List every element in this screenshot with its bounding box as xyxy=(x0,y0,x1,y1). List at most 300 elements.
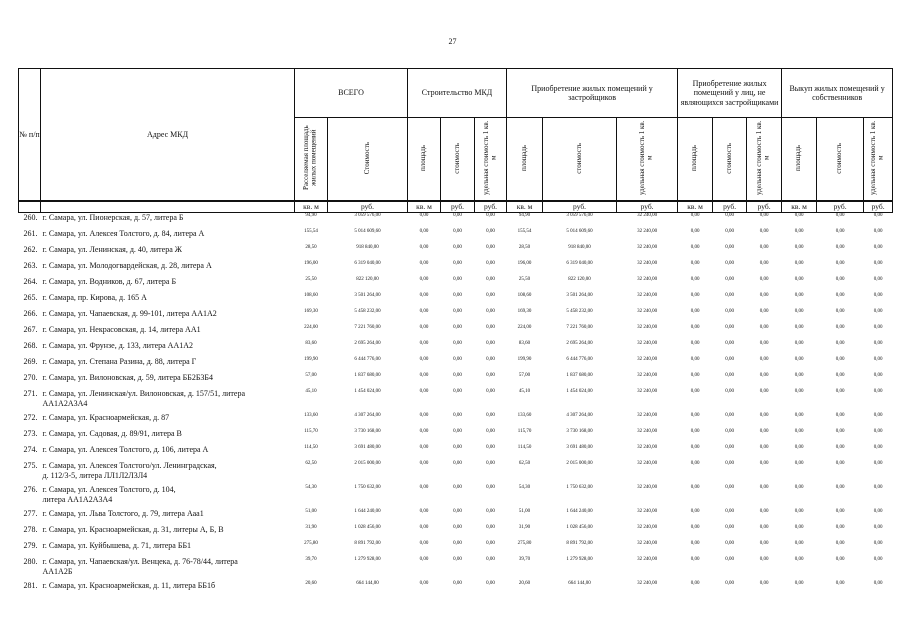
value-cell: 0,00 xyxy=(690,389,700,395)
value-cell: 5 014 609,60 xyxy=(566,229,593,235)
value-cell: 0,00 xyxy=(759,245,769,251)
row-address xyxy=(41,293,295,309)
value-cell: 0,00 xyxy=(725,293,734,299)
value-cell: 0,00 xyxy=(794,389,804,395)
value-cell: 224,00 xyxy=(517,325,532,331)
value-cell: 5 014 609,60 xyxy=(354,229,381,235)
value-cell: 32 240,00 xyxy=(637,357,658,363)
value-cell: 0,00 xyxy=(725,309,734,315)
unit-cell: руб. xyxy=(475,201,507,213)
value-cell: 0,00 xyxy=(690,213,700,219)
value-cell: 0,00 xyxy=(794,309,804,315)
row-number: 271. xyxy=(23,389,38,399)
table-row xyxy=(19,461,893,485)
value-cell: 39,70 xyxy=(305,557,317,563)
value-cell: 32 240,00 xyxy=(637,461,658,467)
value-cell: 196,00 xyxy=(304,261,318,267)
table-row xyxy=(19,213,893,230)
value-cell: 0,00 xyxy=(690,261,700,267)
value-cell: 822 120,00 xyxy=(568,277,591,283)
value-cell: 0,00 xyxy=(725,445,734,451)
value-cell: 0,00 xyxy=(486,413,495,419)
value-cell: 1 279 928,00 xyxy=(354,557,381,563)
value-cell: 0,00 xyxy=(835,461,845,467)
value-cell: 0,00 xyxy=(759,373,769,379)
table-row xyxy=(19,541,893,557)
value-cell: 3 059 576,00 xyxy=(566,213,593,219)
row-number: 278. xyxy=(23,525,38,535)
value-cell: 155,54 xyxy=(517,229,532,235)
value-cell: 0,00 xyxy=(690,525,700,531)
value-cell: 0,00 xyxy=(794,357,804,363)
value-cell: 0,00 xyxy=(835,557,845,563)
unit-cell: руб. xyxy=(617,201,678,213)
value-cell: 0,00 xyxy=(873,485,883,491)
value-cell: 0,00 xyxy=(759,213,769,219)
value-cell: 0,00 xyxy=(419,213,429,219)
value-cell: 0,00 xyxy=(794,293,804,299)
value-cell: 0,00 xyxy=(794,445,804,451)
value-cell: 0,00 xyxy=(690,581,700,587)
unit-cell: руб. xyxy=(747,201,782,213)
unit-cell: кв. м xyxy=(408,201,441,213)
value-cell: 1 028 456,00 xyxy=(354,525,381,531)
value-cell: 0,00 xyxy=(486,509,495,515)
header-sub: стоимость xyxy=(543,118,617,202)
value-cell: 0,00 xyxy=(873,261,883,267)
value-cell: 0,00 xyxy=(725,581,734,587)
value-cell: 0,00 xyxy=(690,541,700,547)
value-cell: 28,50 xyxy=(305,245,317,251)
value-cell: 0,00 xyxy=(873,325,883,331)
value-cell: 0,00 xyxy=(873,445,883,451)
value-cell: 0,00 xyxy=(794,341,804,347)
value-cell: 0,00 xyxy=(873,373,883,379)
value-cell: 57,00 xyxy=(518,373,531,379)
value-cell: 0,00 xyxy=(835,413,845,419)
address-line: г. Самара, ул. Ленинская/ул. Вилоновская, д. 157/51, литера xyxy=(42,389,246,399)
value-cell: 918 840,00 xyxy=(356,245,379,251)
address-line: г. Самара, ул. Вилоновская, д. 59, литера ББ2Б3Б4 xyxy=(42,373,213,383)
value-cell: 0,00 xyxy=(486,213,495,219)
value-cell: 32 240,00 xyxy=(637,445,658,451)
value-cell: 0,00 xyxy=(453,229,462,235)
value-cell: 0,00 xyxy=(690,557,700,563)
value-cell: 3 691 480,00 xyxy=(566,445,593,451)
header-group-developers: Приобретение жилых помещений у застройщиков xyxy=(507,69,678,118)
value-cell: 0,00 xyxy=(690,485,700,491)
value-cell: 0,00 xyxy=(419,373,429,379)
row-address xyxy=(41,461,295,485)
value-cell: 0,00 xyxy=(794,525,804,531)
value-cell: 918 840,00 xyxy=(568,245,591,251)
value-cell: 0,00 xyxy=(873,581,883,587)
header-sub: стоимость xyxy=(441,118,475,202)
address-line: г. Самара, ул. Некрасовская, д. 14, литера АА1 xyxy=(42,325,201,335)
value-cell: 133,60 xyxy=(304,413,318,419)
address-line: г. Самара, ул. Красноармейская, д. 87 xyxy=(42,413,170,423)
value-cell: 155,54 xyxy=(304,229,318,235)
value-cell: 0,00 xyxy=(419,509,429,515)
value-cell: 32 240,00 xyxy=(637,389,658,395)
value-cell: 0,00 xyxy=(835,357,845,363)
unit-cell: кв. м xyxy=(507,201,543,213)
address-line: г. Самара, ул. Пионерская, д. 57, литера Б xyxy=(42,213,184,223)
value-cell: 28,50 xyxy=(518,245,531,251)
value-cell: 0,00 xyxy=(794,429,804,435)
value-cell: 1 028 456,00 xyxy=(566,525,593,531)
value-cell: 1 454 024,00 xyxy=(354,389,381,395)
value-cell: 0,00 xyxy=(486,357,495,363)
value-cell: 0,00 xyxy=(794,557,804,563)
unit-cell: руб. xyxy=(328,201,408,213)
table-row xyxy=(19,525,893,541)
address-line: г. Самара, ул. Алексея Толстого/ул. Ленинградская, xyxy=(42,461,217,471)
value-cell: 32 240,00 xyxy=(637,373,658,379)
value-cell: 0,00 xyxy=(794,413,804,419)
value-cell: 0,00 xyxy=(690,325,700,331)
value-cell: 0,00 xyxy=(453,461,462,467)
value-cell: 6 444 776,00 xyxy=(354,357,381,363)
value-cell: 0,00 xyxy=(725,485,734,491)
value-cell: 0,00 xyxy=(873,293,883,299)
value-cell: 0,00 xyxy=(486,557,495,563)
header-sub: площадь xyxy=(782,118,817,202)
row-address xyxy=(41,245,295,261)
row-address xyxy=(41,341,295,357)
value-cell: 0,00 xyxy=(725,541,734,547)
value-cell: 0,00 xyxy=(759,277,769,283)
mkd-table xyxy=(18,68,893,597)
value-cell: 0,00 xyxy=(835,229,845,235)
value-cell: 0,00 xyxy=(419,525,429,531)
value-cell: 169,30 xyxy=(517,309,532,315)
value-cell: 0,00 xyxy=(486,341,495,347)
value-cell: 0,00 xyxy=(453,341,462,347)
address-line: г. Самара, ул. Льва Толстого, д. 79, литера Ааа1 xyxy=(42,509,204,519)
value-cell: 0,00 xyxy=(759,445,769,451)
unit-cell: руб. xyxy=(441,201,475,213)
row-address xyxy=(41,557,295,581)
value-cell: 0,00 xyxy=(690,413,700,419)
row-address xyxy=(41,277,295,293)
header-address: Адрес МКД xyxy=(41,69,295,202)
value-cell: 0,00 xyxy=(453,277,462,283)
value-cell: 0,00 xyxy=(419,485,429,491)
value-cell: 0,00 xyxy=(873,525,883,531)
value-cell: 0,00 xyxy=(419,413,429,419)
address-line: г. Самара, ул. Ленинская, д. 40, литера Ж xyxy=(42,245,182,255)
value-cell: 4 307 264,00 xyxy=(566,413,593,419)
address-line: г. Самара, ул. Чапаевская, д. 99-101, литера АА1А2 xyxy=(42,309,217,319)
value-cell: 0,00 xyxy=(453,429,462,435)
value-cell: 0,00 xyxy=(759,309,769,315)
value-cell: 0,00 xyxy=(725,277,734,283)
header-sub: Расселяемая площадь жилых помещений xyxy=(295,118,328,202)
value-cell: 0,00 xyxy=(453,261,462,267)
row-address xyxy=(41,581,295,597)
value-cell: 20,60 xyxy=(518,581,531,587)
row-number: 265. xyxy=(23,293,38,303)
address-line: АА1А2Б xyxy=(42,567,73,577)
row-address xyxy=(41,309,295,325)
table-row xyxy=(19,557,893,581)
value-cell: 32 240,00 xyxy=(637,261,658,267)
value-cell: 0,00 xyxy=(794,245,804,251)
header-group-total: ВСЕГО xyxy=(295,69,408,118)
value-cell: 0,00 xyxy=(725,325,734,331)
value-cell: 2 695 264,00 xyxy=(354,341,381,347)
value-cell: 0,00 xyxy=(873,509,883,515)
value-cell: 0,00 xyxy=(725,413,734,419)
value-cell: 0,00 xyxy=(835,213,845,219)
value-cell: 3 501 264,00 xyxy=(566,293,593,299)
row-address xyxy=(41,373,295,389)
value-cell: 0,00 xyxy=(453,485,462,491)
value-cell: 0,00 xyxy=(794,277,804,283)
header-group-construction: Строительство МКД xyxy=(408,69,507,118)
value-cell: 0,00 xyxy=(835,373,845,379)
value-cell: 45,10 xyxy=(518,389,531,395)
row-number: 277. xyxy=(23,509,38,519)
value-cell: 5 458 232,00 xyxy=(566,309,593,315)
value-cell: 0,00 xyxy=(486,293,495,299)
value-cell: 0,00 xyxy=(835,445,845,451)
header-sub: площадь xyxy=(678,118,713,202)
value-cell: 0,00 xyxy=(419,293,429,299)
row-address xyxy=(41,357,295,373)
value-cell: 0,00 xyxy=(690,309,700,315)
value-cell: 115,70 xyxy=(304,429,318,435)
value-cell: 0,00 xyxy=(419,581,429,587)
value-cell: 0,00 xyxy=(690,445,700,451)
row-number: 279. xyxy=(23,541,38,551)
value-cell: 32 240,00 xyxy=(637,525,658,531)
row-address xyxy=(41,389,295,413)
value-cell: 0,00 xyxy=(794,213,804,219)
table-row xyxy=(19,581,893,597)
value-cell: 0,00 xyxy=(486,309,495,315)
row-number: 270. xyxy=(23,373,38,383)
value-cell: 32 240,00 xyxy=(637,277,658,283)
address-line: г. Самара, пр. Кирова, д. 165 А xyxy=(42,293,147,303)
address-line: г. Самара, ул. Алексея Толстого, д. 106, литера А xyxy=(42,445,209,455)
row-number: 273. xyxy=(23,429,38,439)
value-cell: 0,00 xyxy=(453,541,462,547)
value-cell: 8 891 792,00 xyxy=(566,541,593,547)
value-cell: 196,00 xyxy=(517,261,532,267)
value-cell: 0,00 xyxy=(419,557,429,563)
value-cell: 1 644 240,00 xyxy=(354,509,381,515)
row-number: 267. xyxy=(23,325,38,335)
value-cell: 4 307 264,00 xyxy=(354,413,381,419)
value-cell: 0,00 xyxy=(759,341,769,347)
value-cell: 32 240,00 xyxy=(637,509,658,515)
value-cell: 0,00 xyxy=(794,261,804,267)
row-address xyxy=(41,429,295,445)
value-cell: 0,00 xyxy=(453,357,462,363)
value-cell: 275,80 xyxy=(517,541,532,547)
value-cell: 0,00 xyxy=(419,277,429,283)
value-cell: 0,00 xyxy=(835,261,845,267)
table-row xyxy=(19,373,893,389)
value-cell: 0,00 xyxy=(453,309,462,315)
value-cell: 0,00 xyxy=(759,485,769,491)
value-cell: 0,00 xyxy=(419,541,429,547)
address-line: г. Самара, ул. Куйбышева, д. 71, литера ББ1 xyxy=(42,541,192,551)
table-row xyxy=(19,309,893,325)
address-line: литера АА1А2А3А4 xyxy=(42,495,113,505)
value-cell: 0,00 xyxy=(759,389,769,395)
value-cell: 0,00 xyxy=(873,245,883,251)
value-cell: 664 144,00 xyxy=(356,581,379,587)
value-cell: 94,90 xyxy=(518,213,531,219)
unit-cell: руб. xyxy=(543,201,617,213)
value-cell: 0,00 xyxy=(419,357,429,363)
value-cell: 0,00 xyxy=(690,229,700,235)
table-row xyxy=(19,413,893,429)
value-cell: 169,30 xyxy=(304,309,318,315)
value-cell: 3 691 480,00 xyxy=(354,445,381,451)
value-cell: 224,00 xyxy=(304,325,318,331)
header-group-buyout: Выкуп жилых помещений у собственников xyxy=(782,69,893,118)
value-cell: 3 059 576,00 xyxy=(354,213,381,219)
value-cell: 0,00 xyxy=(419,229,429,235)
value-cell: 0,00 xyxy=(453,581,462,587)
value-cell: 0,00 xyxy=(835,509,845,515)
row-address xyxy=(41,229,295,245)
value-cell: 0,00 xyxy=(419,445,429,451)
value-cell: 0,00 xyxy=(486,429,495,435)
value-cell: 7 221 760,00 xyxy=(566,325,593,331)
value-cell: 0,00 xyxy=(453,325,462,331)
value-cell: 0,00 xyxy=(486,245,495,251)
value-cell: 0,00 xyxy=(759,413,769,419)
value-cell: 20,60 xyxy=(305,581,317,587)
value-cell: 822 120,00 xyxy=(356,277,379,283)
value-cell: 32 240,00 xyxy=(637,229,658,235)
value-cell: 5 458 232,00 xyxy=(354,309,381,315)
header-sub: площадь xyxy=(408,118,441,202)
value-cell: 0,00 xyxy=(725,357,734,363)
value-cell: 0,00 xyxy=(486,485,495,491)
value-cell: 0,00 xyxy=(835,429,845,435)
value-cell: 0,00 xyxy=(759,541,769,547)
value-cell: 0,00 xyxy=(725,525,734,531)
value-cell: 32 240,00 xyxy=(637,309,658,315)
table-row xyxy=(19,325,893,341)
value-cell: 0,00 xyxy=(690,245,700,251)
value-cell: 83,60 xyxy=(305,341,317,347)
value-cell: 0,00 xyxy=(759,357,769,363)
value-cell: 0,00 xyxy=(794,461,804,467)
value-cell: 0,00 xyxy=(486,261,495,267)
value-cell: 0,00 xyxy=(690,373,700,379)
value-cell: 0,00 xyxy=(486,373,495,379)
row-number: 261. xyxy=(23,229,38,239)
table-row xyxy=(19,389,893,413)
unit-cell: руб. xyxy=(864,201,893,213)
row-address xyxy=(41,413,295,429)
value-cell: 0,00 xyxy=(419,245,429,251)
value-cell: 0,00 xyxy=(419,261,429,267)
table-row xyxy=(19,445,893,461)
value-cell: 2 695 264,00 xyxy=(566,341,593,347)
value-cell: 31,90 xyxy=(518,525,531,531)
value-cell: 0,00 xyxy=(835,389,845,395)
table-row xyxy=(19,293,893,309)
value-cell: 0,00 xyxy=(725,429,734,435)
value-cell: 0,00 xyxy=(725,341,734,347)
value-cell: 275,80 xyxy=(304,541,318,547)
value-cell: 0,00 xyxy=(759,509,769,515)
value-cell: 0,00 xyxy=(453,557,462,563)
value-cell: 0,00 xyxy=(725,461,734,467)
value-cell: 0,00 xyxy=(873,557,883,563)
value-cell: 0,00 xyxy=(873,413,883,419)
table-row xyxy=(19,341,893,357)
value-cell: 32 240,00 xyxy=(637,325,658,331)
value-cell: 0,00 xyxy=(725,261,734,267)
value-cell: 0,00 xyxy=(419,341,429,347)
value-cell: 199,90 xyxy=(304,357,318,363)
address-line: г. Самара, ул. Садовая, д. 89/91, литера В xyxy=(42,429,182,439)
table-row xyxy=(19,277,893,293)
value-cell: 0,00 xyxy=(759,293,769,299)
value-cell: 0,00 xyxy=(419,389,429,395)
unit-cell: руб. xyxy=(817,201,864,213)
value-cell: 0,00 xyxy=(794,373,804,379)
value-cell: 0,00 xyxy=(759,429,769,435)
value-cell: 0,00 xyxy=(759,525,769,531)
value-cell: 32 240,00 xyxy=(637,213,658,219)
value-cell: 0,00 xyxy=(725,557,734,563)
row-address xyxy=(41,541,295,557)
value-cell: 6 444 776,00 xyxy=(566,357,593,363)
value-cell: 115,70 xyxy=(517,429,532,435)
value-cell: 0,00 xyxy=(873,389,883,395)
row-number: 280. xyxy=(23,557,38,567)
value-cell: 1 644 240,00 xyxy=(566,509,593,515)
address-line: г. Самара, ул. Алексея Толстого, д. 104, xyxy=(42,485,176,495)
header-sub: стоимость xyxy=(713,118,747,202)
value-cell: 32 240,00 xyxy=(637,245,658,251)
value-cell: 0,00 xyxy=(486,325,495,331)
value-cell: 51,00 xyxy=(305,509,317,515)
value-cell: 32 240,00 xyxy=(637,541,658,547)
value-cell: 0,00 xyxy=(690,357,700,363)
table-row xyxy=(19,485,893,509)
value-cell: 0,00 xyxy=(419,429,429,435)
value-cell: 0,00 xyxy=(873,429,883,435)
header-sub: удельная стоимость 1 кв. м xyxy=(864,118,893,202)
table-row xyxy=(19,229,893,245)
value-cell: 0,00 xyxy=(453,213,462,219)
value-cell: 0,00 xyxy=(419,461,429,467)
value-cell: 0,00 xyxy=(873,309,883,315)
row-address xyxy=(41,525,295,541)
table-body xyxy=(19,213,893,598)
table-row xyxy=(19,429,893,445)
value-cell: 54,30 xyxy=(305,485,317,491)
value-cell: 0,00 xyxy=(873,213,883,219)
address-line: г. Самара, ул. Чапаевская/ул. Венцека, д. 76-78/44, литера xyxy=(42,557,238,567)
address-line: г. Самара, ул. Водников, д. 67, литера Б xyxy=(42,277,177,287)
header-sub: удельная стоимость 1 кв. м xyxy=(617,118,678,202)
value-cell: 0,00 xyxy=(486,277,495,283)
value-cell: 0,00 xyxy=(873,357,883,363)
value-cell: 0,00 xyxy=(453,525,462,531)
